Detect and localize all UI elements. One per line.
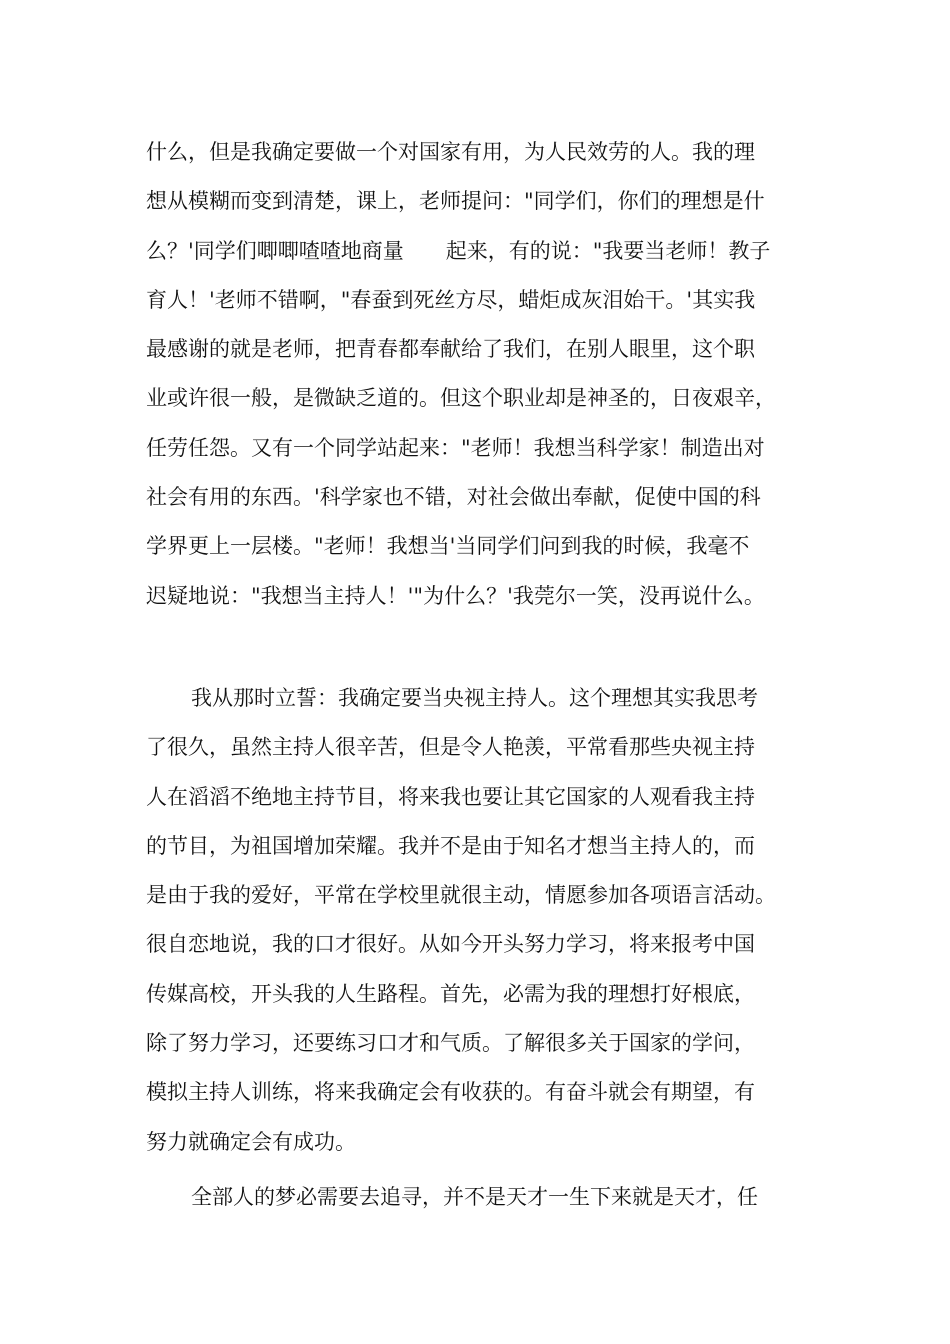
paragraph-line: 什么，但是我确定要做一个对国家有用，为人民效劳的人。我的理 — [146, 140, 755, 164]
paragraph-2 — [146, 674, 826, 1167]
paragraph-line: 努力就确定会有成功。 — [146, 1129, 356, 1154]
paragraph-line: 学界更上一层楼。"老师！我想当'当同学们问到我的时候，我毫不 — [146, 534, 750, 559]
paragraph-line: 任劳任怨。又有一个同学站起来："老师！我想当科学家！制造出对 — [146, 435, 765, 460]
paragraph-line: 的节目，为祖国增加荣耀。我并不是由于知名才想当主持人的，而 — [146, 833, 755, 858]
paragraph-line: 很自恋地说，我的口才很好。从如今开头努力学习，将来报考中国 — [146, 932, 755, 957]
paragraph-line: 迟疑地说："我想当主持人！'"为什么？'我莞尔一笑，没再说什么。 — [146, 583, 765, 608]
paragraph-line: 人在滔滔不绝地主持节目，将来我也要让其它国家的人观看我主持 — [146, 784, 755, 809]
paragraph-line: 传媒高校，开头我的人生路程。首先，必需为我的理想打好根底， — [146, 981, 755, 1006]
paragraph-line: 业或许很一般，是微缺乏道的。但这个职业却是神圣的，日夜艰辛， — [146, 386, 776, 411]
paragraph-line: 社会有用的东西。'科学家也不错，对社会做出奉献，促使中国的科 — [146, 485, 761, 510]
paragraph-line: 我从那时立誓：我确定要当央视主持人。这个理想其实我思考 — [191, 686, 758, 710]
paragraph-line: 全部人的梦必需要去追寻，并不是天才一生下来就是天才，任 — [191, 1185, 758, 1209]
paragraph-3 — [146, 1173, 826, 1222]
paragraph-line: 是由于我的爱好，平常在学校里就很主动，情愿参加各项语言活动。 — [146, 883, 776, 908]
paragraph-1 — [146, 128, 826, 621]
paragraph-line: 了很久，虽然主持人很辛苦，但是令人艳羡，平常看那些央视主持 — [146, 735, 755, 760]
paragraph-line: 除了努力学习，还要练习口才和气质。了解很多关于国家的学问， — [146, 1031, 755, 1056]
paragraph-line: 想从模糊而变到清楚，课上，老师提问："同学们，你们的理想是什 — [146, 189, 765, 214]
paragraph-line: 模拟主持人训练，将来我确定会有收获的。有奋斗就会有期望，有 — [146, 1080, 755, 1105]
paragraph-line: 么？'同学们唧唧喳喳地商量 起来，有的说："我要当老师！教子 — [146, 238, 771, 263]
paragraph-line: 育人！'老师不错啊，"春蚕到死丝方尽，蜡炬成灰泪始干。'其实我 — [146, 287, 756, 312]
paragraph-line: 最感谢的就是老师，把青春都奉献给了我们，在别人眼里，这个职 — [146, 337, 755, 362]
